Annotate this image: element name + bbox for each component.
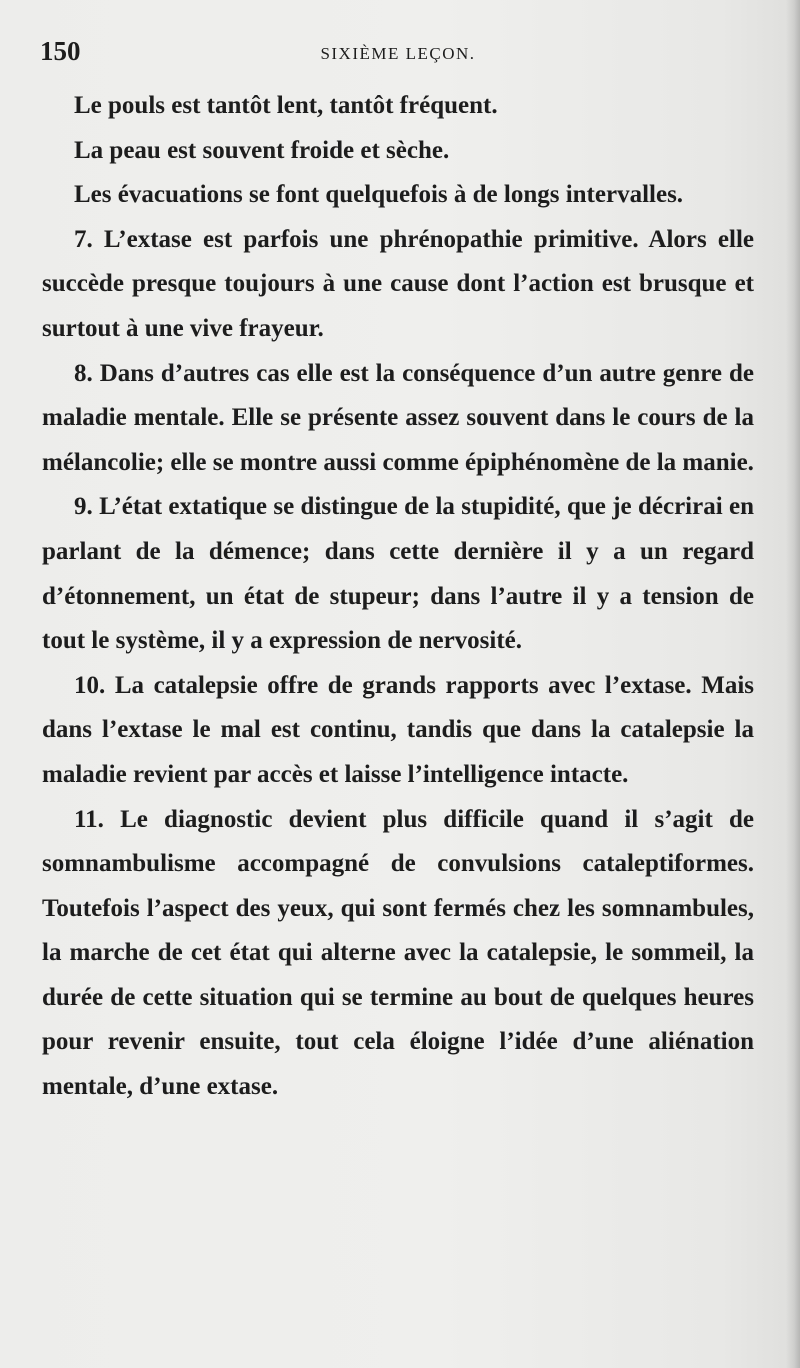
paragraph-skin: La peau est souvent froide et sèche. xyxy=(74,136,450,164)
page-header xyxy=(40,34,756,74)
paragraph-pulse: Le pouls est tantôt lent, tantôt fréquent. xyxy=(74,92,498,119)
paragraph-9: 9. L’état extatique se distingue de la stupidité, que je décrirai en parlant de la démence; dans cette dernière il y a un regard d’étonnement, un état de stupeur; dans l’autre il y a tension de tout le système, il y a expression de nervosité. xyxy=(42,493,754,655)
page-edge-shadow xyxy=(786,0,800,1368)
page-number: 150 xyxy=(40,36,81,66)
paragraph-10: 10. La catalepsie offre de grands rapports avec l’extase. Mais dans l’extase le mal est continu, tandis que dans la catalepsie la maladie revient par accès et laisse l’intelligence intacte. xyxy=(42,671,754,788)
paragraph-11: 11. Le diagnostic devient plus difficile quand il s’agit de somnambulisme accompagné de convulsions cataleptiformes. Toutefois l’aspect des yeux, qui sont fermés chez les somnambules, la marche de cet état qui alterne avec la catalepsie, le sommeil, la durée de cette situation qui se termine au bout de quelques heures pour revenir ensuite, tout cela éloigne l’idée d’une aliénation mentale, d’une extase. xyxy=(42,805,754,1101)
paragraph-7: 7. L’extase est parfois une phrénopathie primitive. Alors elle succède presque toujours à une cause dont l’action est brusque et surtout à une vive frayeur. xyxy=(42,225,754,342)
running-head: SIXIÈME LEÇON. xyxy=(320,44,476,63)
paragraph-evacuations: Les évacuations se font quelquefois à de longs intervalles. xyxy=(74,181,684,209)
body-text xyxy=(42,84,754,1110)
paragraph-8: 8. Dans d’autres cas elle est la conséquence d’un autre genre de maladie mentale. Elle se présente assez souvent dans le cours de la mélancolie; elle se montre aussi comme épiphénomène de la manie. xyxy=(42,359,754,476)
